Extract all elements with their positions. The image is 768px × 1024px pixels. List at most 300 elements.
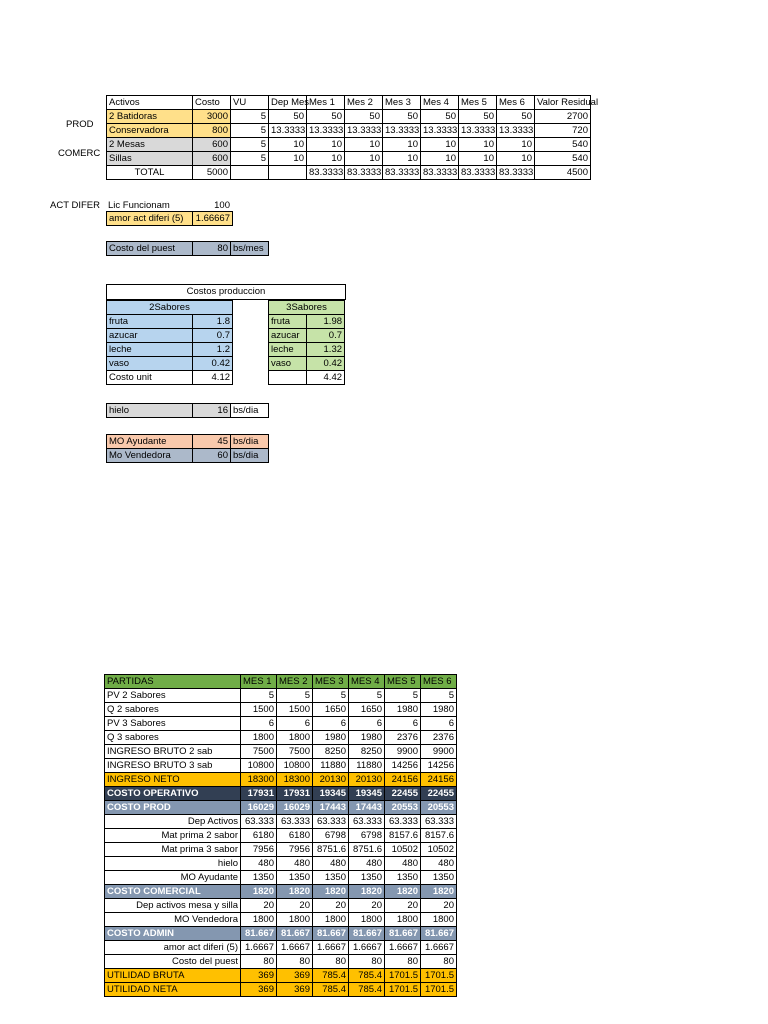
row-value: 1.6667 bbox=[349, 941, 385, 955]
row-value: 1.6667 bbox=[313, 941, 349, 955]
row-label: COSTO PROD bbox=[105, 801, 241, 815]
ingredient-value: 0.7 bbox=[307, 329, 345, 343]
cell: 10 bbox=[269, 152, 307, 166]
cell: 600 bbox=[193, 152, 231, 166]
col-header: MES 5 bbox=[385, 675, 421, 689]
col-header: MES 1 bbox=[241, 675, 277, 689]
hielo-label: hielo bbox=[107, 404, 193, 418]
row-value: 8250 bbox=[349, 745, 385, 759]
partidas-row bbox=[105, 927, 457, 941]
cell: 10 bbox=[345, 138, 383, 152]
row-value: 80 bbox=[421, 955, 457, 969]
row-value: 10800 bbox=[241, 759, 277, 773]
puesto-label: Costo del puest bbox=[107, 242, 193, 256]
cell: 5 bbox=[231, 138, 269, 152]
row-value: 1350 bbox=[349, 871, 385, 885]
unit-cost-value: 4.12 bbox=[193, 371, 233, 385]
puesto-table bbox=[106, 241, 269, 256]
row-value: 2376 bbox=[385, 731, 421, 745]
row-value: 24156 bbox=[385, 773, 421, 787]
cell: 2700 bbox=[535, 110, 591, 124]
row-value: 20553 bbox=[421, 801, 457, 815]
partidas-row bbox=[105, 843, 457, 857]
row-label: Q 2 sabores bbox=[105, 703, 241, 717]
partidas-row bbox=[105, 689, 457, 703]
side-label-comerc: COMERC bbox=[58, 148, 101, 159]
cell: 13.3333 bbox=[497, 124, 535, 138]
row-value: 20 bbox=[277, 899, 313, 913]
row-label: Mat prima 2 sabor bbox=[105, 829, 241, 843]
row-value: 9900 bbox=[385, 745, 421, 759]
row-value: 8250 bbox=[313, 745, 349, 759]
col-header: Mes 3 bbox=[383, 96, 421, 110]
puesto-unit: bs/mes bbox=[231, 242, 269, 256]
labor-table bbox=[106, 434, 269, 463]
row-value: 1.6667 bbox=[421, 941, 457, 955]
asset-name: 2 Batidoras bbox=[107, 110, 193, 124]
row-value: 18300 bbox=[277, 773, 313, 787]
row-value: 369 bbox=[277, 969, 313, 983]
row-value: 369 bbox=[241, 969, 277, 983]
row-value: 22455 bbox=[385, 787, 421, 801]
row-value: 1701.5 bbox=[385, 969, 421, 983]
cell bbox=[231, 166, 269, 180]
row-value: 1350 bbox=[421, 871, 457, 885]
row-value: 17931 bbox=[241, 787, 277, 801]
amor-value: 1.66667 bbox=[193, 212, 233, 226]
cell: 10 bbox=[459, 152, 497, 166]
partidas-row bbox=[105, 801, 457, 815]
ingredient-label: leche bbox=[107, 343, 193, 357]
cell: 13.3333 bbox=[269, 124, 307, 138]
row-label: MO Vendedora bbox=[105, 913, 241, 927]
cell: 83.3333 bbox=[421, 166, 459, 180]
two-flavor-costs-table bbox=[106, 300, 233, 385]
cell: 83.3333 bbox=[345, 166, 383, 180]
row-label: Dep activos mesa y silla bbox=[105, 899, 241, 913]
row-value: 1980 bbox=[349, 731, 385, 745]
row-value: 8751.6 bbox=[349, 843, 385, 857]
ingredient-label: fruta bbox=[269, 315, 307, 329]
row-value: 6798 bbox=[349, 829, 385, 843]
row-value: 5 bbox=[385, 689, 421, 703]
col-header: Dep Mes bbox=[269, 96, 307, 110]
ingredient-value: 0.7 bbox=[193, 329, 233, 343]
unit-cost-value: 4.42 bbox=[307, 371, 345, 385]
ingredient-value: 0.42 bbox=[193, 357, 233, 371]
cell: 83.3333 bbox=[383, 166, 421, 180]
row-value: 8751.6 bbox=[313, 843, 349, 857]
cell: 540 bbox=[535, 138, 591, 152]
row-value: 7956 bbox=[277, 843, 313, 857]
row-value: 6 bbox=[349, 717, 385, 731]
unit-cost-label: Costo unit bbox=[107, 371, 193, 385]
row-value: 22455 bbox=[421, 787, 457, 801]
ingredient-label: azucar bbox=[107, 329, 193, 343]
cell: 83.3333 bbox=[459, 166, 497, 180]
col-header: Mes 5 bbox=[459, 96, 497, 110]
partidas-row bbox=[105, 787, 457, 801]
cell: 4500 bbox=[535, 166, 591, 180]
partidas-row bbox=[105, 857, 457, 871]
row-value: 6 bbox=[277, 717, 313, 731]
row-value: 1701.5 bbox=[385, 983, 421, 997]
row-value: 14256 bbox=[385, 759, 421, 773]
row-value: 1500 bbox=[241, 703, 277, 717]
mo-vendedora-label: Mo Vendedora bbox=[107, 449, 193, 463]
cell: 50 bbox=[421, 110, 459, 124]
row-value: 785.4 bbox=[349, 983, 385, 997]
row-value: 20 bbox=[385, 899, 421, 913]
col-header: Activos bbox=[107, 96, 193, 110]
assets-header-row bbox=[107, 96, 591, 110]
cell: 5 bbox=[231, 152, 269, 166]
cell: 10 bbox=[383, 152, 421, 166]
cell bbox=[269, 166, 307, 180]
cell: 10 bbox=[421, 152, 459, 166]
row-value: 80 bbox=[385, 955, 421, 969]
hielo-table bbox=[106, 403, 269, 418]
cell: 5 bbox=[231, 124, 269, 138]
col-header: MES 3 bbox=[313, 675, 349, 689]
partidas-row bbox=[105, 703, 457, 717]
cell: 83.3333 bbox=[307, 166, 345, 180]
asset-row bbox=[107, 110, 591, 124]
row-value: 369 bbox=[277, 983, 313, 997]
ingredient-label: leche bbox=[269, 343, 307, 357]
row-label: Q 3 sabores bbox=[105, 731, 241, 745]
row-value: 16029 bbox=[241, 801, 277, 815]
row-value: 20130 bbox=[349, 773, 385, 787]
cell: 540 bbox=[535, 152, 591, 166]
row-value: 1820 bbox=[421, 885, 457, 899]
row-value: 1701.5 bbox=[421, 983, 457, 997]
partidas-row bbox=[105, 969, 457, 983]
partidas-row bbox=[105, 913, 457, 927]
ingredient-value: 0.42 bbox=[307, 357, 345, 371]
mo-ayudante-unit: bs/dia bbox=[231, 435, 269, 449]
row-value: 17931 bbox=[277, 787, 313, 801]
row-value: 1820 bbox=[241, 885, 277, 899]
row-value: 11880 bbox=[313, 759, 349, 773]
row-value: 5 bbox=[277, 689, 313, 703]
asset-row bbox=[107, 138, 591, 152]
row-value: 8157.6 bbox=[421, 829, 457, 843]
row-label: Dep Activos bbox=[105, 815, 241, 829]
row-value: 6798 bbox=[313, 829, 349, 843]
ingredient-value: 1.98 bbox=[307, 315, 345, 329]
partidas-row bbox=[105, 955, 457, 969]
row-value: 1980 bbox=[385, 703, 421, 717]
row-label: PV 2 Sabores bbox=[105, 689, 241, 703]
partidas-row bbox=[105, 773, 457, 787]
row-value: 480 bbox=[313, 857, 349, 871]
row-value: 1701.5 bbox=[421, 969, 457, 983]
cell: 50 bbox=[269, 110, 307, 124]
col-header: PARTIDAS bbox=[105, 675, 241, 689]
row-value: 1350 bbox=[277, 871, 313, 885]
row-value: 18300 bbox=[241, 773, 277, 787]
costos-produccion-title: Costos produccion bbox=[106, 284, 346, 300]
asset-row bbox=[107, 152, 591, 166]
row-value: 1.6667 bbox=[277, 941, 313, 955]
row-value: 6 bbox=[385, 717, 421, 731]
row-label: amor act diferi (5) bbox=[105, 941, 241, 955]
row-value: 1980 bbox=[421, 703, 457, 717]
row-value: 19345 bbox=[349, 787, 385, 801]
row-value: 20 bbox=[421, 899, 457, 913]
row-value: 1800 bbox=[277, 913, 313, 927]
row-value: 20130 bbox=[313, 773, 349, 787]
asset-name: 2 Mesas bbox=[107, 138, 193, 152]
row-value: 2376 bbox=[421, 731, 457, 745]
partidas-row bbox=[105, 815, 457, 829]
row-value: 63.333 bbox=[421, 815, 457, 829]
row-value: 480 bbox=[421, 857, 457, 871]
row-value: 1800 bbox=[421, 913, 457, 927]
row-label: UTILIDAD NETA bbox=[105, 983, 241, 997]
row-label: INGRESO BRUTO 3 sab bbox=[105, 759, 241, 773]
asset-row bbox=[107, 124, 591, 138]
row-value: 1800 bbox=[385, 913, 421, 927]
row-value: 1820 bbox=[385, 885, 421, 899]
mo-ayudante-value: 45 bbox=[193, 435, 231, 449]
row-value: 16029 bbox=[277, 801, 313, 815]
row-label: Mat prima 3 sabor bbox=[105, 843, 241, 857]
row-value: 63.333 bbox=[241, 815, 277, 829]
cell: 13.3333 bbox=[383, 124, 421, 138]
row-value: 8157.6 bbox=[385, 829, 421, 843]
row-label: COSTO OPERATIVO bbox=[105, 787, 241, 801]
row-value: 785.4 bbox=[313, 983, 349, 997]
cell: 50 bbox=[497, 110, 535, 124]
row-value: 5 bbox=[313, 689, 349, 703]
row-value: 6 bbox=[313, 717, 349, 731]
row-value: 1650 bbox=[313, 703, 349, 717]
row-value: 1350 bbox=[241, 871, 277, 885]
partidas-row bbox=[105, 717, 457, 731]
row-value: 19345 bbox=[313, 787, 349, 801]
assets-table bbox=[106, 95, 599, 180]
row-value: 81.667 bbox=[241, 927, 277, 941]
row-value: 7500 bbox=[277, 745, 313, 759]
three-flavor-costs-table bbox=[268, 300, 345, 385]
cell: 13.3333 bbox=[459, 124, 497, 138]
row-value: 1800 bbox=[349, 913, 385, 927]
ingredient-label: fruta bbox=[107, 315, 193, 329]
three-flavor-title: 3Sabores bbox=[269, 301, 345, 315]
row-value: 20 bbox=[313, 899, 349, 913]
ingredient-value: 1.32 bbox=[307, 343, 345, 357]
row-value: 10800 bbox=[277, 759, 313, 773]
row-value: 80 bbox=[349, 955, 385, 969]
side-label-act-difer: ACT DIFER bbox=[50, 200, 100, 211]
row-value: 10502 bbox=[385, 843, 421, 857]
partidas-table bbox=[104, 674, 457, 997]
row-value: 5 bbox=[349, 689, 385, 703]
cell: 5 bbox=[231, 110, 269, 124]
row-value: 63.333 bbox=[385, 815, 421, 829]
partidas-header-row bbox=[105, 675, 457, 689]
row-value: 17443 bbox=[313, 801, 349, 815]
row-value: 1980 bbox=[313, 731, 349, 745]
row-value: 785.4 bbox=[313, 969, 349, 983]
side-label-prod: PROD bbox=[66, 119, 94, 130]
row-value: 1820 bbox=[313, 885, 349, 899]
partidas-row bbox=[105, 829, 457, 843]
row-value: 1500 bbox=[277, 703, 313, 717]
row-value: 20 bbox=[241, 899, 277, 913]
row-value: 80 bbox=[313, 955, 349, 969]
cell: 83.3333 bbox=[497, 166, 535, 180]
partidas-row bbox=[105, 759, 457, 773]
row-label: COSTO ADMIN bbox=[105, 927, 241, 941]
lic-funcionam-label: Lic Funcionam bbox=[108, 200, 170, 211]
partidas-row bbox=[105, 871, 457, 885]
col-header: MES 4 bbox=[349, 675, 385, 689]
row-value: 24156 bbox=[421, 773, 457, 787]
row-label: UTILIDAD BRUTA bbox=[105, 969, 241, 983]
mo-vendedora-unit: bs/dia bbox=[231, 449, 269, 463]
row-value: 81.667 bbox=[277, 927, 313, 941]
partidas-row bbox=[105, 941, 457, 955]
row-label: MO Ayudante bbox=[105, 871, 241, 885]
cell: 10 bbox=[421, 138, 459, 152]
cell: 13.3333 bbox=[307, 124, 345, 138]
cell: 720 bbox=[535, 124, 591, 138]
row-value: 6180 bbox=[241, 829, 277, 843]
row-value: 7500 bbox=[241, 745, 277, 759]
col-header: Valor Residual bbox=[535, 96, 591, 110]
col-header: MES 6 bbox=[421, 675, 457, 689]
amor-label: amor act diferi (5) bbox=[107, 212, 193, 226]
col-header: Mes 2 bbox=[345, 96, 383, 110]
col-header: Mes 1 bbox=[307, 96, 345, 110]
cell: 800 bbox=[193, 124, 231, 138]
row-value: 63.333 bbox=[313, 815, 349, 829]
hielo-unit: bs/dia bbox=[231, 404, 269, 418]
asset-name: Conservadora bbox=[107, 124, 193, 138]
row-value: 1820 bbox=[277, 885, 313, 899]
row-value: 81.667 bbox=[349, 927, 385, 941]
row-value: 20553 bbox=[385, 801, 421, 815]
row-value: 80 bbox=[241, 955, 277, 969]
cell: 50 bbox=[307, 110, 345, 124]
partidas-row bbox=[105, 731, 457, 745]
row-value: 6 bbox=[421, 717, 457, 731]
col-header: Costo bbox=[193, 96, 231, 110]
row-value: 1350 bbox=[313, 871, 349, 885]
cell: 10 bbox=[383, 138, 421, 152]
partidas-row bbox=[105, 885, 457, 899]
ingredient-label: vaso bbox=[269, 357, 307, 371]
row-value: 1800 bbox=[241, 731, 277, 745]
row-value: 81.667 bbox=[385, 927, 421, 941]
row-value: 5 bbox=[421, 689, 457, 703]
row-label: Costo del puest bbox=[105, 955, 241, 969]
row-value: 80 bbox=[277, 955, 313, 969]
cell: 10 bbox=[345, 152, 383, 166]
col-header: VU bbox=[231, 96, 269, 110]
row-value: 81.667 bbox=[313, 927, 349, 941]
asset-name: Sillas bbox=[107, 152, 193, 166]
row-value: 1.6667 bbox=[385, 941, 421, 955]
ingredient-value: 1.2 bbox=[193, 343, 233, 357]
row-value: 81.667 bbox=[421, 927, 457, 941]
row-value: 6 bbox=[241, 717, 277, 731]
row-value: 11880 bbox=[349, 759, 385, 773]
cell: 50 bbox=[459, 110, 497, 124]
row-value: 480 bbox=[277, 857, 313, 871]
cell: 10 bbox=[307, 152, 345, 166]
partidas-row bbox=[105, 983, 457, 997]
unit-cost-empty bbox=[269, 371, 307, 385]
row-value: 5 bbox=[241, 689, 277, 703]
cell: 10 bbox=[459, 138, 497, 152]
row-label: INGRESO BRUTO 2 sab bbox=[105, 745, 241, 759]
cell: 50 bbox=[383, 110, 421, 124]
cell: 13.3333 bbox=[421, 124, 459, 138]
total-label: TOTAL bbox=[107, 166, 193, 180]
row-value: 17443 bbox=[349, 801, 385, 815]
row-value: 9900 bbox=[421, 745, 457, 759]
col-header: Mes 4 bbox=[421, 96, 459, 110]
cell: 5000 bbox=[193, 166, 231, 180]
col-header: MES 2 bbox=[277, 675, 313, 689]
ingredient-value: 1.8 bbox=[193, 315, 233, 329]
row-value: 1800 bbox=[277, 731, 313, 745]
cell: 600 bbox=[193, 138, 231, 152]
row-value: 10502 bbox=[421, 843, 457, 857]
amor-table bbox=[106, 211, 233, 226]
partidas-body bbox=[105, 689, 457, 997]
cell: 10 bbox=[497, 152, 535, 166]
row-value: 1650 bbox=[349, 703, 385, 717]
row-label: hielo bbox=[105, 857, 241, 871]
partidas-row bbox=[105, 745, 457, 759]
assets-total-row bbox=[107, 166, 591, 180]
row-value: 6180 bbox=[277, 829, 313, 843]
row-value: 63.333 bbox=[277, 815, 313, 829]
row-value: 1820 bbox=[349, 885, 385, 899]
cell: 50 bbox=[345, 110, 383, 124]
cell: 3000 bbox=[193, 110, 231, 124]
row-label: INGRESO NETO bbox=[105, 773, 241, 787]
row-value: 7956 bbox=[241, 843, 277, 857]
ingredient-label: azucar bbox=[269, 329, 307, 343]
puesto-value: 80 bbox=[193, 242, 231, 256]
row-value: 1350 bbox=[385, 871, 421, 885]
row-value: 14256 bbox=[421, 759, 457, 773]
col-header: Mes 6 bbox=[497, 96, 535, 110]
cell: 10 bbox=[307, 138, 345, 152]
row-value: 480 bbox=[349, 857, 385, 871]
row-value: 1.6667 bbox=[241, 941, 277, 955]
row-label: PV 3 Sabores bbox=[105, 717, 241, 731]
row-value: 785.4 bbox=[349, 969, 385, 983]
partidas-row bbox=[105, 899, 457, 913]
row-value: 20 bbox=[349, 899, 385, 913]
mo-ayudante-label: MO Ayudante bbox=[107, 435, 193, 449]
cell: 10 bbox=[269, 138, 307, 152]
two-flavor-title: 2Sabores bbox=[107, 301, 233, 315]
cell: 10 bbox=[497, 138, 535, 152]
row-value: 369 bbox=[241, 983, 277, 997]
mo-vendedora-value: 60 bbox=[193, 449, 231, 463]
row-value: 480 bbox=[385, 857, 421, 871]
ingredient-label: vaso bbox=[107, 357, 193, 371]
cell: 13.3333 bbox=[345, 124, 383, 138]
